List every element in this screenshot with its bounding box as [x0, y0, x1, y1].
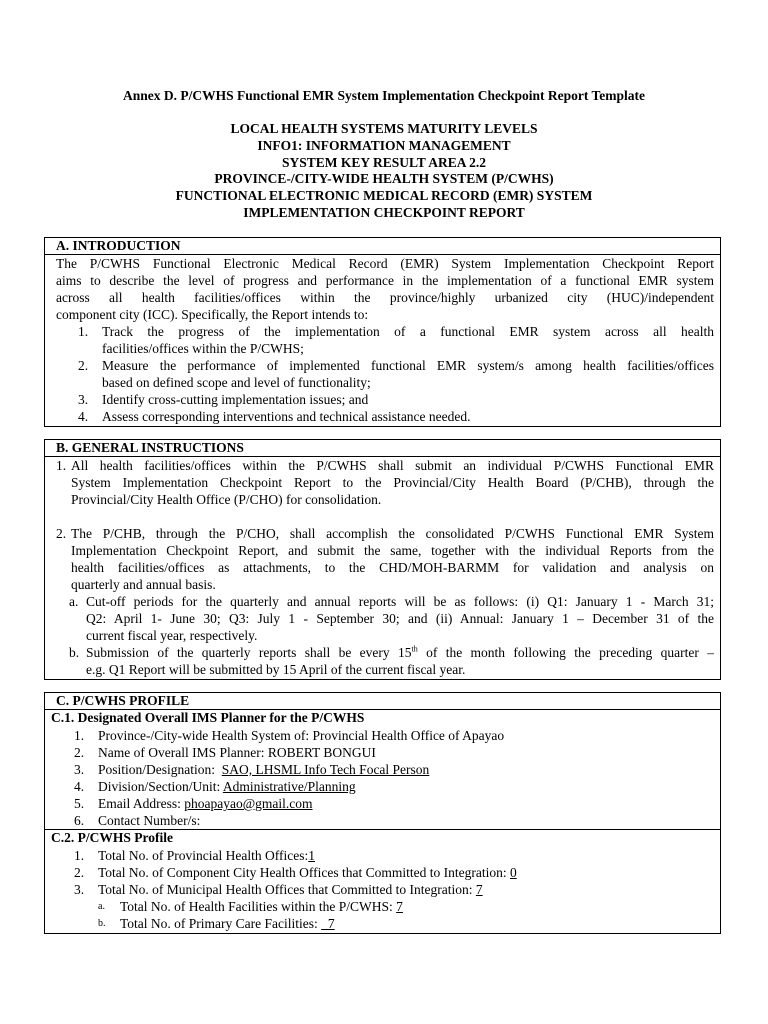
header-line: SYSTEM KEY RESULT AREA 2.2 — [282, 154, 486, 170]
list-item: b. Submission of the quarterly reports shall be every 15th of the month following the preceding quarter – e.g. Q1 Report will be submitted by 15 April of the current fiscal year. — [69, 644, 714, 677]
list-item: 2. Total No. of Component City Health Offices that Committed to Integration: 0 — [74, 865, 517, 880]
list-item: 1. Province-/City-wide Health System of: Provincial Health Office of Apayao — [74, 728, 505, 743]
list-item: 3. Identify cross-cutting implementation issues; and — [78, 392, 369, 407]
list-item: 4. Assess corresponding interventions and technical assistance needed. — [78, 409, 471, 424]
list-item: 5. Email Address: phoapayao@gmail.com — [74, 796, 313, 811]
list-item: 1. Track the progress of the implementation of a functional EMR system across all health facilities/offices within the P/CWHS; — [78, 324, 714, 356]
list-item: 2. Name of Overall IMS Planner: ROBERT BONGUI — [74, 745, 376, 760]
intro-line: component city (ICC). Specifically, the Report intends to: — [56, 307, 369, 322]
intro-line: across all health facilities/offices within the province/highly urbanized city (HUC)/independent — [56, 290, 714, 305]
section-heading: A. INTRODUCTION — [45, 238, 720, 255]
report-header — [0, 121, 768, 222]
header-line: LOCAL HEALTH SYSTEMS MATURITY LEVELS — [230, 121, 538, 136]
list-item: b. Total No. of Primary Care Facilities: 7 — [98, 916, 335, 931]
annex-title: Annex D. P/CWHS Functional EMR System Implementation Checkpoint Report Template — [122, 88, 645, 103]
list-item: 4. Division/Section/Unit: Administrative/Planning — [74, 779, 356, 794]
subsection-heading: C.2. P/CWHS Profile — [51, 830, 173, 845]
section-heading: B. GENERAL INSTRUCTIONS — [45, 440, 720, 457]
list-item: 6. Contact Number/s: — [74, 813, 201, 828]
section-introduction — [44, 237, 721, 427]
section-profile — [44, 692, 721, 934]
intro-line: aims to describe the level of progress and performance in the implementation of a functional EMR system — [56, 273, 714, 288]
list-item: a. Cut-off periods for the quarterly and annual reports will be as follows: (i) Q1: January 1 - March 31; Q2: April 1- June 30; Q3: July 1 - September 30; and (ii) Annual: January 1 – December 31 of the current fiscal year, respectively. — [69, 594, 714, 643]
list-item: 3. Total No. of Municipal Health Offices that Committed to Integration: 7 — [74, 882, 483, 897]
section-general-instructions — [44, 439, 721, 680]
subsection-heading: C.1. Designated Overall IMS Planner for the P/CWHS — [51, 710, 365, 725]
list-item: 3. Position/Designation: SAO, LHSML Info Tech Focal Person — [74, 762, 430, 777]
list-item: 1. All health facilities/offices within the P/CWHS shall submit an individual P/CWHS Functional EMR System Implementation Checkpoint Report to the Provincial/City Health Board (P/CHB), through the Provincial/City Health Office (P/CHO) for consolidation. — [56, 458, 714, 507]
list-item: a. Total No. of Health Facilities within the P/CWHS: 7 — [98, 899, 403, 914]
header-line: INFO1: INFORMATION MANAGEMENT — [257, 137, 511, 153]
header-line: FUNCTIONAL ELECTRONIC MEDICAL RECORD (EMR) SYSTEM — [175, 188, 593, 204]
intro-line: The P/CWHS Functional Electronic Medical Record (EMR) System Implementation Checkpoint Report — [56, 256, 714, 271]
header-line: PROVINCE-/CITY-WIDE HEALTH SYSTEM (P/CWHS) — [214, 171, 554, 187]
section-heading: C. P/CWHS PROFILE — [45, 693, 720, 710]
list-item: 2. The P/CHB, through the P/CHO, shall accomplish the consolidated P/CWHS Functional EMR System Implementation Checkpoint Report, and submit the same, together with the individual Reports from the health facilities/offices as attachments, to the CHD/MOH-BARMM for validation and analysis on quarterly and annual basis. — [56, 526, 714, 592]
list-item: 2. Measure the performance of implemented functional EMR system/s among health facilities/offices based on defined scope and level of functionality; — [78, 358, 714, 390]
header-line: IMPLEMENTATION CHECKPOINT REPORT — [243, 204, 525, 220]
list-item: 1. Total No. of Provincial Health Offices:1 — [74, 848, 316, 863]
